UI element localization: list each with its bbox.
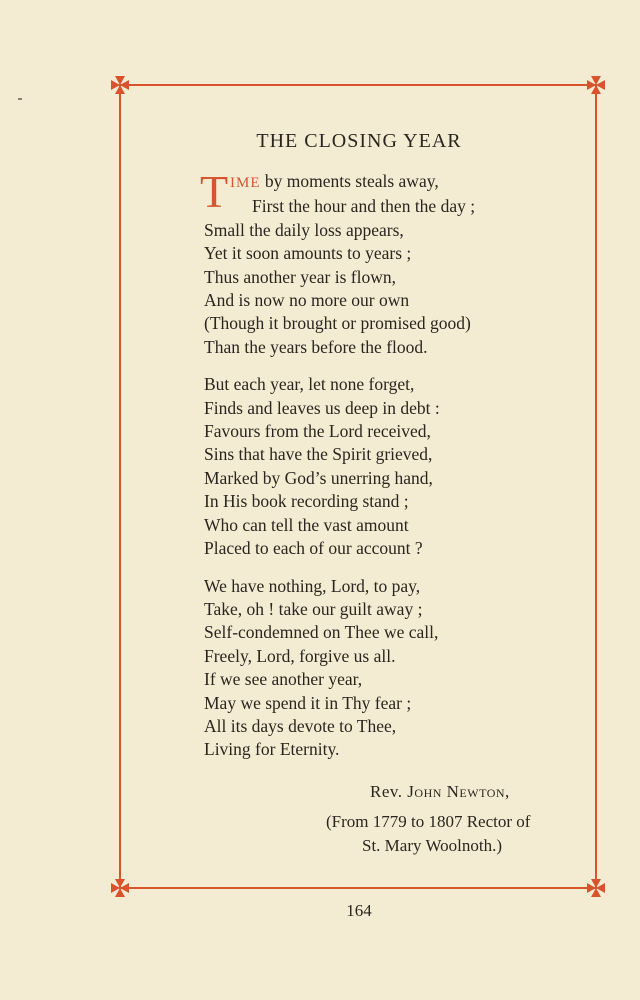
poem-line: Thus another year is flown, [204,266,396,287]
poem-line: If we see another year, [204,669,363,690]
poem-line: All its days devote to Thee, [204,715,397,736]
frame-right-border [595,84,597,889]
poem-line: We have nothing, Lord, to pay, [204,575,421,596]
poem-line: Marked by God’s unerring hand, [204,467,433,488]
poem-line: Living for Eternity. [204,739,340,760]
author-note-line-2: St. Mary Woolnoth.) [362,836,502,855]
corner-cross-icon [109,877,131,899]
poem-line: Finds and leaves us deep in debt : [204,397,440,418]
frame-top-border [119,84,597,86]
frame-left-border [119,84,121,889]
poem-line: Freely, Lord, forgive us all. [204,645,396,666]
poem-line: (Though it brought or promised good) [204,313,471,334]
poem-line: Take, oh ! take our guilt away ; [204,598,423,619]
poem-line: Yet it soon amounts to years ; [204,243,412,264]
page-title: THE CLOSING YEAR [256,130,462,152]
corner-cross-icon [585,877,607,899]
author-attribution [370,782,510,802]
poem-line: And is now no more our own [204,290,410,311]
poem-line: But each year, let none forget, [204,374,415,395]
poem-line: Favours from the Lord received, [204,421,431,442]
stanza-2 [204,373,475,560]
drop-cap: T [200,166,229,217]
author-name: John Newton, [407,782,510,801]
poem-line: Small the daily loss appears, [204,219,404,240]
poem-line: May we spend it in Thy fear ; [204,692,412,713]
stanza-3 [204,575,475,762]
author-note [326,810,530,858]
poem-line: Self-condemned on Thee we call, [204,622,439,643]
author-prefix: Rev. [370,782,408,801]
poem-line: Who can tell the vast amount [204,514,409,535]
first-word-rest: IME [230,175,261,191]
first-line-rest: by moments steals away, [260,171,439,191]
page-speck [18,98,22,100]
corner-cross-icon [585,74,607,96]
poem-line [204,170,475,195]
poem-line: In His book recording stand ; [204,491,409,512]
poem-line: Placed to each of our account ? [204,538,423,559]
page-number: 164 [346,901,372,920]
poem-line: Sins that have the Spirit grieved, [204,444,433,465]
author-note-line-1: (From 1779 to 1807 Rector of [326,812,531,831]
poem-line: First the hour and then the day ; [252,196,476,217]
stanza-1 [204,170,475,359]
poem-body [204,170,475,776]
frame-bottom-border [119,887,597,889]
poem-line: Than the years before the flood. [204,336,428,357]
corner-cross-icon [109,74,131,96]
